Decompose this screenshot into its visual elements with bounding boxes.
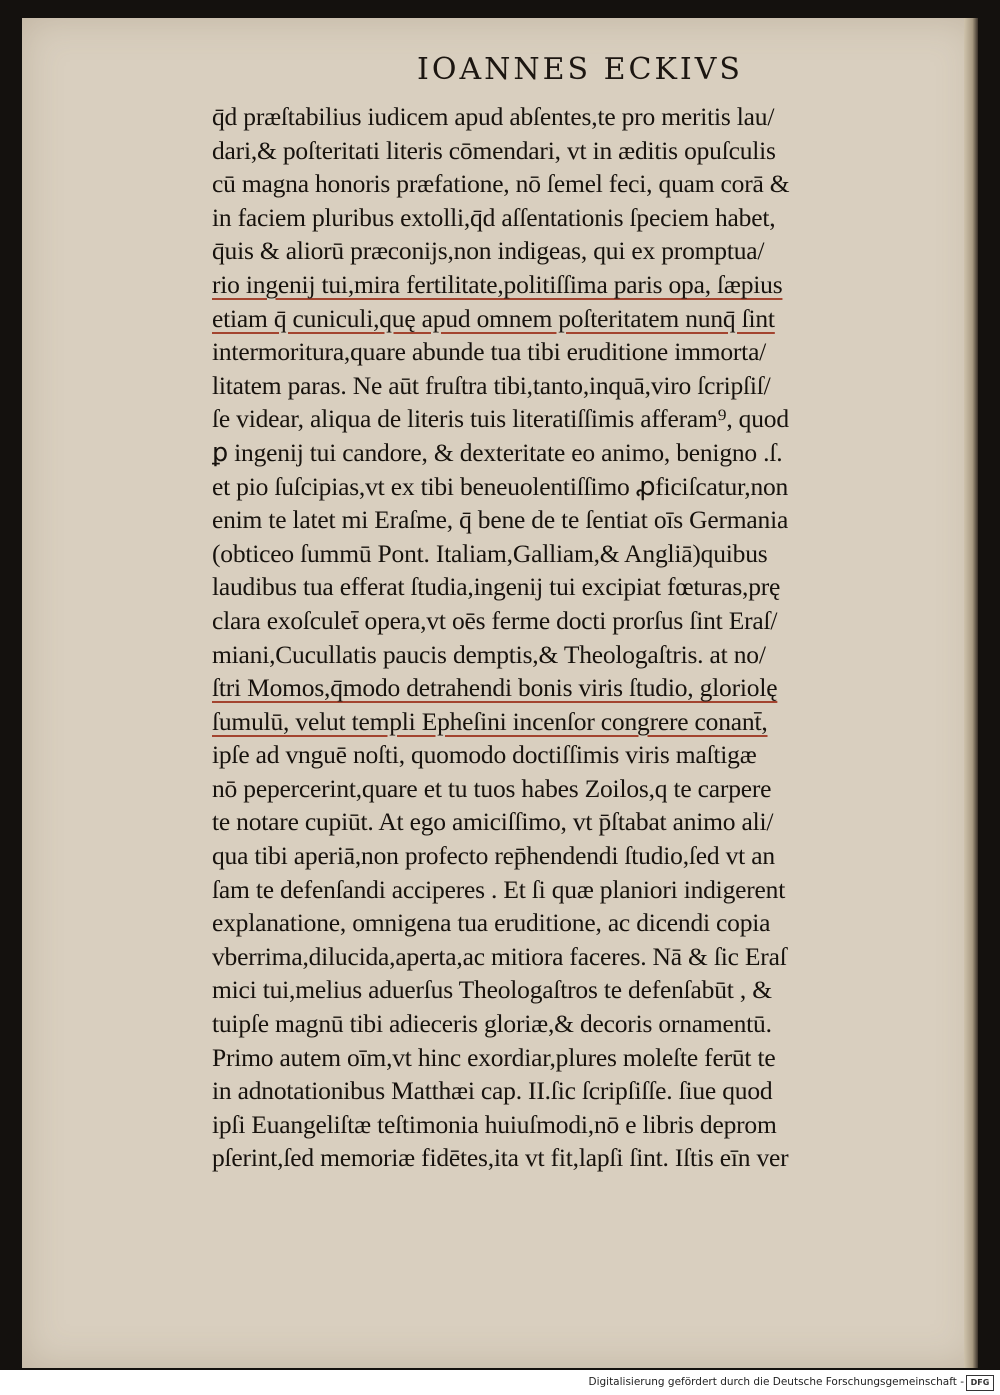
text-line: intermoritura,quare abunde tua tibi eruditione immorta/ bbox=[212, 337, 767, 367]
digitization-footer bbox=[0, 1370, 1000, 1395]
text-line: pſerint,ſed memoriæ fidētes,ita vt fit,lapſi ſint. Iſtis eīn ver bbox=[212, 1143, 789, 1173]
text-block bbox=[212, 100, 942, 1175]
text-line: ipſe ad vnguē noſti, quomodo doctiſſimis viris maſtigæ bbox=[212, 740, 757, 770]
book-page bbox=[22, 18, 978, 1368]
text-line: q̄uis & aliorū præconijs,non indigeas, qui ex promptua/ bbox=[212, 236, 765, 266]
text-line: qua tibi aperiā,non profecto rep̄hendendi ſtudio,ſed vt an bbox=[212, 841, 775, 871]
text-line: enim te latet mi Eraſme, q̄ bene de te ſentiat oīs Germania bbox=[212, 505, 789, 535]
text-line: ſtri Momos,q̄modo detrahendi bonis viris ſtudio, gloriolę bbox=[212, 673, 778, 703]
text-line: ipſi Euangeliſtæ teſtimonia huiuſmodi,nō e libris deprom bbox=[212, 1109, 777, 1139]
text-line: ſe videar, aliqua de literis tuis literatiſſimis afferam⁹, quod bbox=[212, 404, 789, 434]
text-line: rio ingenij tui,mira fertilitate,politiſſima paris opa, ſæpius bbox=[212, 269, 783, 299]
text-line: Primo autem oīm,vt hinc exordiar,plures moleſte ferūt te bbox=[212, 1042, 776, 1072]
footer-credit: Digitalisierung gefördert durch die Deutsche Forschungsgemeinschaft - bbox=[588, 1376, 964, 1388]
text-line: clara exoſculet̄ opera,vt oēs ferme docti prorſus ſint Eraſ/ bbox=[212, 605, 778, 635]
text-line: in adnotationibus Matthæi cap. II.ſic ſcripſiſſe. ſiue quod bbox=[212, 1076, 773, 1106]
text-line: dari,& poſteritati literis cōmendari, vt in æditis opuſculis bbox=[212, 135, 776, 165]
text-line: ꝑ ingenij tui candore, & dexteritate eo animo, benigno .ſ. bbox=[212, 437, 783, 467]
text-line: ſam te defenſandi acciperes . Et ſi quæ planiori indigerent bbox=[212, 874, 786, 904]
page-edge bbox=[964, 18, 978, 1368]
text-line: cū magna honoris præfatione, nō ſemel feci, quam corā & bbox=[212, 169, 790, 199]
text-line: in faciem pluribus extolli,q̄d aſſentationis ſpeciem habet, bbox=[212, 202, 776, 232]
text-line: vberrima,dilucida,aperta,ac mitiora faceres. Nā & ſic Eraſ bbox=[212, 941, 787, 971]
text-line: nō pepercerint,quare et tu tuos habes Zoilos,q te carpere bbox=[212, 773, 772, 803]
text-line: te notare cupiūt. At ego amiciſſimo, vt p̄ſtabat animo ali/ bbox=[212, 807, 774, 837]
text-line: mici tui,melius aduerſus Theologaſtros te defenſabūt , & bbox=[212, 975, 772, 1005]
text-line: q̄d præſtabilius iudicem apud abſentes,te pro meritis lau/ bbox=[212, 102, 775, 131]
text-line: (obticeo ſummū Pont. Italiam,Galliam,& Angliā)quibus bbox=[212, 538, 768, 568]
text-line: tuipſe magnū tibi adieceris gloriæ,& decoris ornamentū. bbox=[212, 1009, 772, 1039]
running-head: IOANNES ECKIVS bbox=[417, 52, 743, 87]
text-line: et pio ſuſcipias,vt ex tibi beneuolentiſſimo ꝓficiſcatur,non bbox=[212, 471, 789, 501]
text-line: explanatione, omnigena tua eruditione, ac dicendi copia bbox=[212, 908, 771, 938]
text-line: litatem paras. Ne aūt fruſtra tibi,tanto,inquā,viro ſcripſiſ/ bbox=[212, 370, 771, 400]
text-line: miani,Cucullatis paucis demptis,& Theologaſtris. at no/ bbox=[212, 639, 766, 669]
text-line: etiam q̄ cuniculi,quę apud omnem poſteritatem nunq̄ ſint bbox=[212, 303, 775, 333]
text-line: laudibus tua efferat ſtudia,ingenij tui excipiat fœturas,prę bbox=[212, 572, 781, 602]
text-line: ſumulū, velut templi Epheſini incenſor congrere conant̄, bbox=[212, 706, 768, 736]
dfg-logo: DFG bbox=[966, 1375, 994, 1391]
